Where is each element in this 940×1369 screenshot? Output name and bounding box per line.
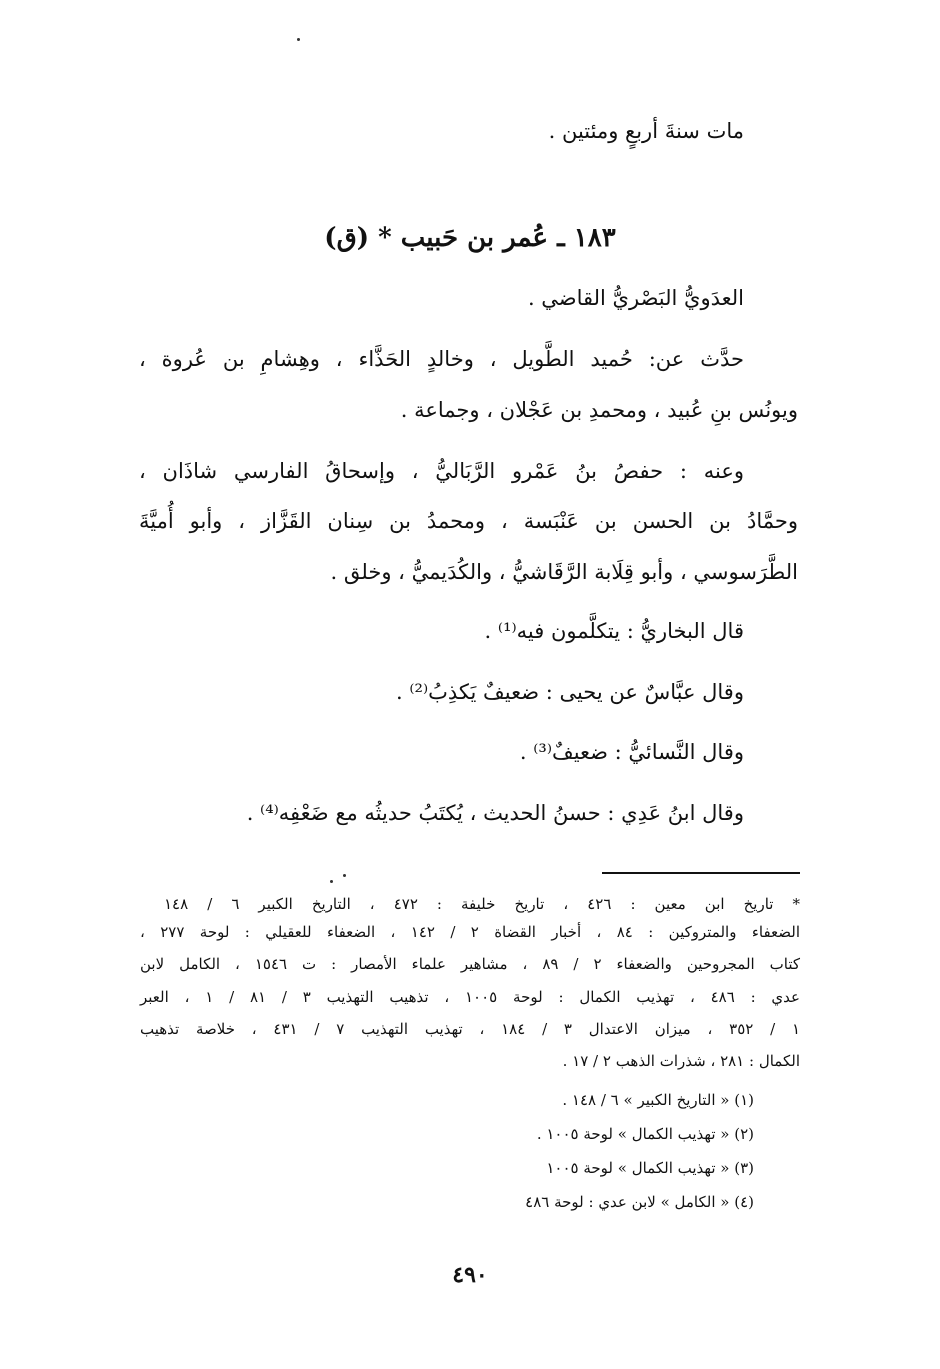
- footnote-separator: [602, 872, 800, 874]
- numbered-footnote: (٣) « تهذيب الكمال » لوحة ١٠٠٥: [546, 1159, 754, 1177]
- sources-footnote-line: ١ / ٣٥٢ ، ميزان الاعتدال ٣ / ١٨٤ ، تهذيب التهذيب ٧ / ٤٣١ ، خلاصة تذهيب: [140, 1020, 801, 1038]
- sources-footnote-line: الضعفاء والمتروكين : ٨٤ ، أخبار القضاة ٢ / ١٤٢ ، الضعفاء للعقيلي : لوحة ٢٧٧ ،: [140, 923, 801, 941]
- critic-saying: وقال عبَّاسٌ عن يحيى : ضعيفٌ يَكذِبُ⁽²⁾ .: [396, 680, 744, 704]
- students-line: الطَّرَسوسي ، وأبو قِلَابة الرَّقَاشيُّ ، والكُدَيميُّ ، وخلق .: [330, 560, 798, 584]
- numbered-footnote: (٢) « تهذيب الكمال » لوحة ١٠٠٥ .: [536, 1125, 754, 1143]
- sources-footnote-line: * تاريخ ابن معين : ٤٢٦ ، تاريخ خليفة : ٤٧٢ ، التاريخ الكبير ٦ / ١٤٨: [164, 895, 801, 913]
- numbered-footnote: (٤) « الكامل » لابن عدي : لوحة ٤٨٦: [525, 1193, 754, 1211]
- scan-speck: [297, 38, 300, 41]
- numbered-footnote: (١) « التاريخ الكبير » ٦ / ١٤٨ .: [562, 1091, 754, 1109]
- scan-speck: [343, 874, 346, 877]
- critic-saying: قال البخاريُّ : يتكلَّمون فيه⁽¹⁾ .: [484, 619, 744, 643]
- critic-saying: وقال النَّسائيُّ : ضعيفٌ⁽³⁾ .: [519, 740, 744, 764]
- teachers-line: حدَّث عن: حُميد الطَّويل ، وخالدٍ الحَذَّاء ، وهِشامِ بن عُروة ،: [139, 347, 744, 371]
- students-line: وعنه : حفصُ بنُ عَمْرو الرَّبَاليُّ ، وإسحاقُ الفارسي شاذَان ،: [139, 459, 744, 483]
- page-number: ٤٩٠: [452, 1262, 488, 1288]
- sources-footnote-line: عدي : ٤٨٦ ، تهذيب الكمال : لوحة ١٠٠٥ ، تذهيب التهذيب ٣ / ٨١ / ١ ، العبر: [140, 988, 800, 1006]
- entry-nisba-line: العدَويُّ البَصْريُّ القاضي .: [527, 286, 744, 310]
- teachers-line: ويونُس بنِ عُبيد ، ومحمدِ بن عَجْلان ، وجماعة .: [400, 398, 798, 422]
- entry-heading: ١٨٣ ـ عُمر بن حَبيب * (ق): [324, 223, 616, 253]
- previous-entry-closing-line: مات سنةَ أربعٍ ومئتين .: [548, 119, 744, 143]
- critic-saying: وقال ابنُ عَدِي : حسنُ الحديث ، يُكتَبُ حديثُه مع ضَعْفِه⁽⁴⁾ .: [246, 801, 744, 825]
- sources-footnote-line: كتاب المجروحين والضعفاء ٢ / ٨٩ ، مشاهير علماء الأمصار : ت ١٥٤٦ ، الكامل لابن: [140, 955, 801, 973]
- scan-speck: [330, 880, 333, 883]
- students-line: وحمَّادُ بن الحسن بن عَنْبَسة ، ومحمدُ بن سِنان القَزَّاز ، وأبو أُميَّةَ: [139, 509, 798, 533]
- sources-footnote-line: الكمال : ٢٨١ ، شذرات الذهب ٢ / ١٧ .: [562, 1052, 800, 1070]
